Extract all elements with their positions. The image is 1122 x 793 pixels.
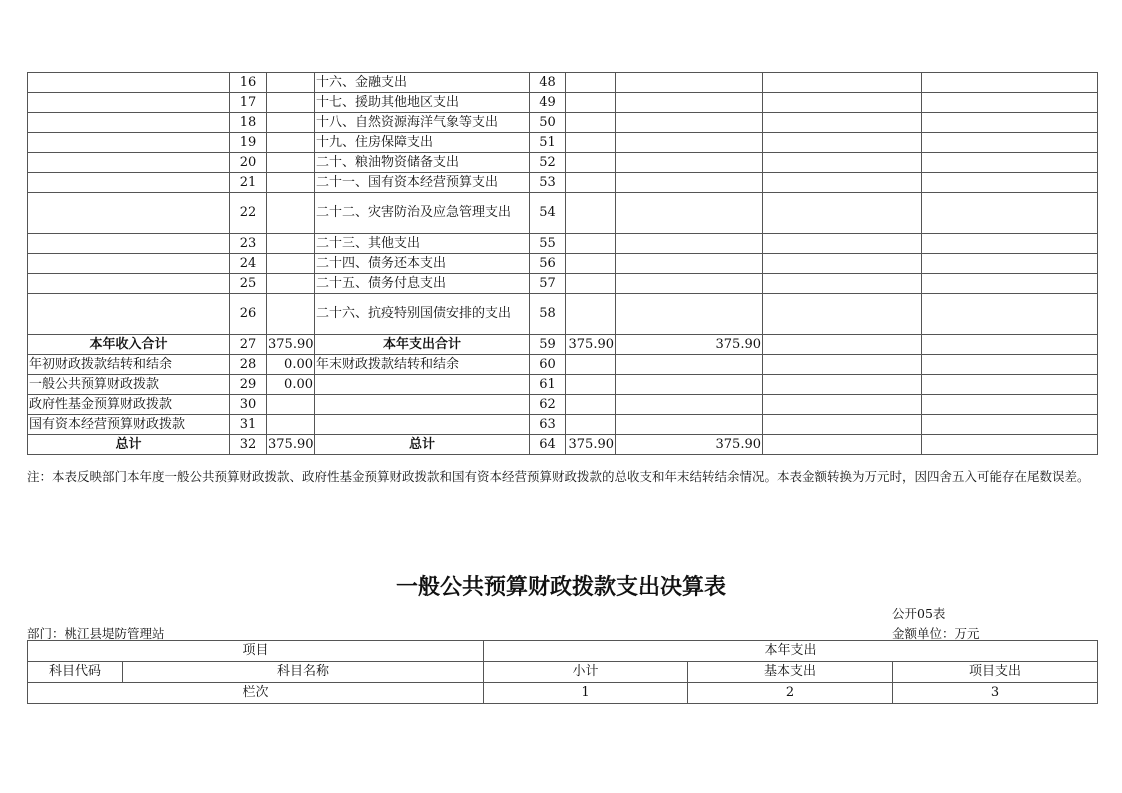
- header-row-1: [28, 641, 1098, 662]
- income-item-cell: [28, 274, 230, 294]
- expense-item-cell: [315, 415, 530, 435]
- amount-unit-label: 金额单位：万元: [892, 626, 980, 641]
- income-line-cell: 24: [230, 254, 267, 274]
- expense-item-cell: 本年支出合计: [315, 335, 530, 355]
- empty-cell: [763, 395, 922, 415]
- expense-amount-cell: 375.90: [566, 335, 616, 355]
- expense-amount-cell: [566, 274, 616, 294]
- income-line-cell: 28: [230, 355, 267, 375]
- empty-cell: [763, 335, 922, 355]
- expense-amount-cell: [566, 133, 616, 153]
- income-line-cell: 30: [230, 395, 267, 415]
- header-project: 项目: [28, 641, 484, 662]
- income-item-cell: [28, 93, 230, 113]
- expense-line-cell: 53: [530, 173, 566, 193]
- table-row: [28, 153, 1098, 173]
- expense-amount-2-cell: [616, 153, 763, 173]
- empty-cell: [922, 274, 1098, 294]
- expense-amount-cell: [566, 395, 616, 415]
- empty-cell: [922, 335, 1098, 355]
- empty-cell: [922, 435, 1098, 455]
- expense-item-cell: 二十、粮油物资储备支出: [315, 153, 530, 173]
- table-row: [28, 113, 1098, 133]
- empty-cell: [922, 153, 1098, 173]
- empty-cell: [763, 153, 922, 173]
- expense-item-cell: 二十二、灾害防治及应急管理支出: [315, 193, 530, 234]
- empty-cell: [763, 133, 922, 153]
- header-subject-code: 科目代码: [28, 662, 123, 683]
- income-amount-cell: 375.90: [267, 335, 315, 355]
- expense-item-cell: 十六、金融支出: [315, 73, 530, 93]
- empty-cell: [763, 254, 922, 274]
- header-column-order: 栏次: [28, 683, 484, 704]
- table-row: [28, 254, 1098, 274]
- expense-line-cell: 62: [530, 395, 566, 415]
- expense-line-cell: 52: [530, 153, 566, 173]
- expense-line-cell: 59: [530, 335, 566, 355]
- expense-amount-cell: [566, 254, 616, 274]
- table-row: [28, 415, 1098, 435]
- income-line-cell: 26: [230, 294, 267, 335]
- income-amount-cell: [267, 193, 315, 234]
- table-row: [28, 395, 1098, 415]
- income-amount-cell: [267, 395, 315, 415]
- expense-amount-2-cell: [616, 113, 763, 133]
- page-title: 一般公共预算财政拨款支出决算表: [395, 575, 726, 600]
- empty-cell: [763, 435, 922, 455]
- expense-amount-2-cell: [616, 254, 763, 274]
- income-line-cell: 27: [230, 335, 267, 355]
- income-line-cell: 25: [230, 274, 267, 294]
- fiscal-summary-body: [28, 73, 1098, 455]
- expense-amount-cell: [566, 415, 616, 435]
- empty-cell: [763, 73, 922, 93]
- header-current-year-expense: 本年支出: [484, 641, 1098, 662]
- expense-item-cell: 十七、援助其他地区支出: [315, 93, 530, 113]
- empty-cell: [763, 234, 922, 254]
- income-amount-cell: [267, 234, 315, 254]
- expense-item-cell: 十九、住房保障支出: [315, 133, 530, 153]
- income-amount-cell: [267, 415, 315, 435]
- income-line-cell: 32: [230, 435, 267, 455]
- table-row: [28, 335, 1098, 355]
- income-line-cell: 16: [230, 73, 267, 93]
- expense-item-cell: 年末财政拨款结转和结余: [315, 355, 530, 375]
- expense-table: [27, 640, 1098, 704]
- expense-line-cell: 56: [530, 254, 566, 274]
- header-col-2: 2: [688, 683, 893, 704]
- table-row: [28, 234, 1098, 254]
- expense-amount-2-cell: [616, 274, 763, 294]
- header-row-3: [28, 683, 1098, 704]
- income-item-cell: [28, 133, 230, 153]
- table-row: [28, 93, 1098, 113]
- expense-amount-2-cell: [616, 395, 763, 415]
- income-item-cell: [28, 193, 230, 234]
- header-project-expense: 项目支出: [893, 662, 1098, 683]
- expense-amount-2-cell: [616, 294, 763, 335]
- income-item-cell: [28, 73, 230, 93]
- income-item-cell: [28, 254, 230, 274]
- empty-cell: [922, 395, 1098, 415]
- expense-line-cell: 48: [530, 73, 566, 93]
- table-code: 公开05表: [892, 606, 946, 621]
- income-item-cell: 年初财政拨款结转和结余: [28, 355, 230, 375]
- income-line-cell: 20: [230, 153, 267, 173]
- table-row: [28, 435, 1098, 455]
- income-item-cell: 国有资本经营预算财政拨款: [28, 415, 230, 435]
- income-line-cell: 21: [230, 173, 267, 193]
- department-label: 部门：桃江县堤防管理站: [27, 626, 165, 641]
- income-amount-cell: [267, 254, 315, 274]
- income-line-cell: 17: [230, 93, 267, 113]
- expense-amount-2-cell: [616, 73, 763, 93]
- empty-cell: [763, 415, 922, 435]
- income-item-cell: [28, 113, 230, 133]
- expense-amount-2-cell: [616, 173, 763, 193]
- empty-cell: [922, 254, 1098, 274]
- empty-cell: [763, 355, 922, 375]
- income-item-cell: 一般公共预算财政拨款: [28, 375, 230, 395]
- income-amount-cell: 0.00: [267, 355, 315, 375]
- expense-amount-2-cell: 375.90: [616, 335, 763, 355]
- empty-cell: [763, 193, 922, 234]
- income-amount-cell: [267, 173, 315, 193]
- income-amount-cell: [267, 153, 315, 173]
- expense-amount-cell: [566, 375, 616, 395]
- expense-amount-cell: [566, 234, 616, 254]
- income-item-cell: [28, 294, 230, 335]
- empty-cell: [922, 93, 1098, 113]
- income-item-cell: [28, 173, 230, 193]
- table-row: [28, 375, 1098, 395]
- expense-line-cell: 63: [530, 415, 566, 435]
- income-item-cell: 总计: [28, 435, 230, 455]
- expense-amount-2-cell: [616, 355, 763, 375]
- expense-amount-2-cell: [616, 93, 763, 113]
- income-amount-cell: [267, 113, 315, 133]
- expense-amount-cell: 375.90: [566, 435, 616, 455]
- expense-item-cell: 二十三、其他支出: [315, 234, 530, 254]
- income-amount-cell: [267, 93, 315, 113]
- expense-item-cell: 总计: [315, 435, 530, 455]
- expense-item-cell: 二十五、债务付息支出: [315, 274, 530, 294]
- expense-line-cell: 54: [530, 193, 566, 234]
- expense-amount-cell: [566, 173, 616, 193]
- empty-cell: [922, 73, 1098, 93]
- expense-amount-cell: [566, 93, 616, 113]
- empty-cell: [922, 113, 1098, 133]
- expense-line-cell: 51: [530, 133, 566, 153]
- table-row: [28, 274, 1098, 294]
- expense-amount-cell: [566, 153, 616, 173]
- header-row-2: [28, 662, 1098, 683]
- empty-cell: [763, 294, 922, 335]
- empty-cell: [763, 375, 922, 395]
- income-amount-cell: [267, 274, 315, 294]
- income-amount-cell: [267, 133, 315, 153]
- empty-cell: [763, 93, 922, 113]
- header-subtotal: 小计: [484, 662, 688, 683]
- expense-amount-cell: [566, 355, 616, 375]
- empty-cell: [922, 415, 1098, 435]
- header-col-3: 3: [893, 683, 1098, 704]
- table-row: [28, 193, 1098, 234]
- expense-item-cell: 二十六、抗疫特别国债安排的支出: [315, 294, 530, 335]
- header-subject-name: 科目名称: [123, 662, 484, 683]
- expense-item-cell: [315, 395, 530, 415]
- expense-amount-cell: [566, 113, 616, 133]
- header-basic-expense: 基本支出: [688, 662, 893, 683]
- expense-item-cell: [315, 375, 530, 395]
- income-item-cell: 政府性基金预算财政拨款: [28, 395, 230, 415]
- empty-cell: [922, 193, 1098, 234]
- income-amount-cell: 375.90: [267, 435, 315, 455]
- expense-line-cell: 60: [530, 355, 566, 375]
- expense-amount-2-cell: [616, 234, 763, 254]
- expense-line-cell: 64: [530, 435, 566, 455]
- empty-cell: [922, 355, 1098, 375]
- expense-amount-cell: [566, 73, 616, 93]
- expense-amount-2-cell: [616, 193, 763, 234]
- income-amount-cell: [267, 73, 315, 93]
- table-row: [28, 133, 1098, 153]
- table-row: [28, 173, 1098, 193]
- table-row: [28, 355, 1098, 375]
- expense-amount-2-cell: [616, 415, 763, 435]
- fiscal-summary-table: [27, 72, 1098, 455]
- expense-line-cell: 57: [530, 274, 566, 294]
- income-line-cell: 18: [230, 113, 267, 133]
- expense-line-cell: 58: [530, 294, 566, 335]
- empty-cell: [922, 375, 1098, 395]
- income-line-cell: 29: [230, 375, 267, 395]
- empty-cell: [922, 133, 1098, 153]
- expense-item-cell: 二十一、国有资本经营预算支出: [315, 173, 530, 193]
- expense-amount-2-cell: 375.90: [616, 435, 763, 455]
- table-note: 注：本表反映部门本年度一般公共预算财政拨款、政府性基金预算财政拨款和国有资本经营预算财政拨款的总收支和年末结转结余情况。本表金额转换为万元时，因四舍五入可能存在尾数误差。: [27, 469, 1090, 484]
- income-amount-cell: 0.00: [267, 375, 315, 395]
- empty-cell: [763, 274, 922, 294]
- expense-item-cell: 十八、自然资源海洋气象等支出: [315, 113, 530, 133]
- expense-amount-2-cell: [616, 133, 763, 153]
- income-line-cell: 31: [230, 415, 267, 435]
- expense-amount-cell: [566, 294, 616, 335]
- income-line-cell: 23: [230, 234, 267, 254]
- expense-line-cell: 55: [530, 234, 566, 254]
- income-amount-cell: [267, 294, 315, 335]
- table-row: [28, 73, 1098, 93]
- income-item-cell: 本年收入合计: [28, 335, 230, 355]
- expense-amount-2-cell: [616, 375, 763, 395]
- income-line-cell: 19: [230, 133, 267, 153]
- expense-item-cell: 二十四、债务还本支出: [315, 254, 530, 274]
- empty-cell: [763, 173, 922, 193]
- income-item-cell: [28, 234, 230, 254]
- expense-line-cell: 49: [530, 93, 566, 113]
- expense-line-cell: 50: [530, 113, 566, 133]
- expense-amount-cell: [566, 193, 616, 234]
- empty-cell: [763, 113, 922, 133]
- income-item-cell: [28, 153, 230, 173]
- empty-cell: [922, 234, 1098, 254]
- table-row: [28, 294, 1098, 335]
- empty-cell: [922, 173, 1098, 193]
- expense-line-cell: 61: [530, 375, 566, 395]
- income-line-cell: 22: [230, 193, 267, 234]
- empty-cell: [922, 294, 1098, 335]
- header-col-1: 1: [484, 683, 688, 704]
